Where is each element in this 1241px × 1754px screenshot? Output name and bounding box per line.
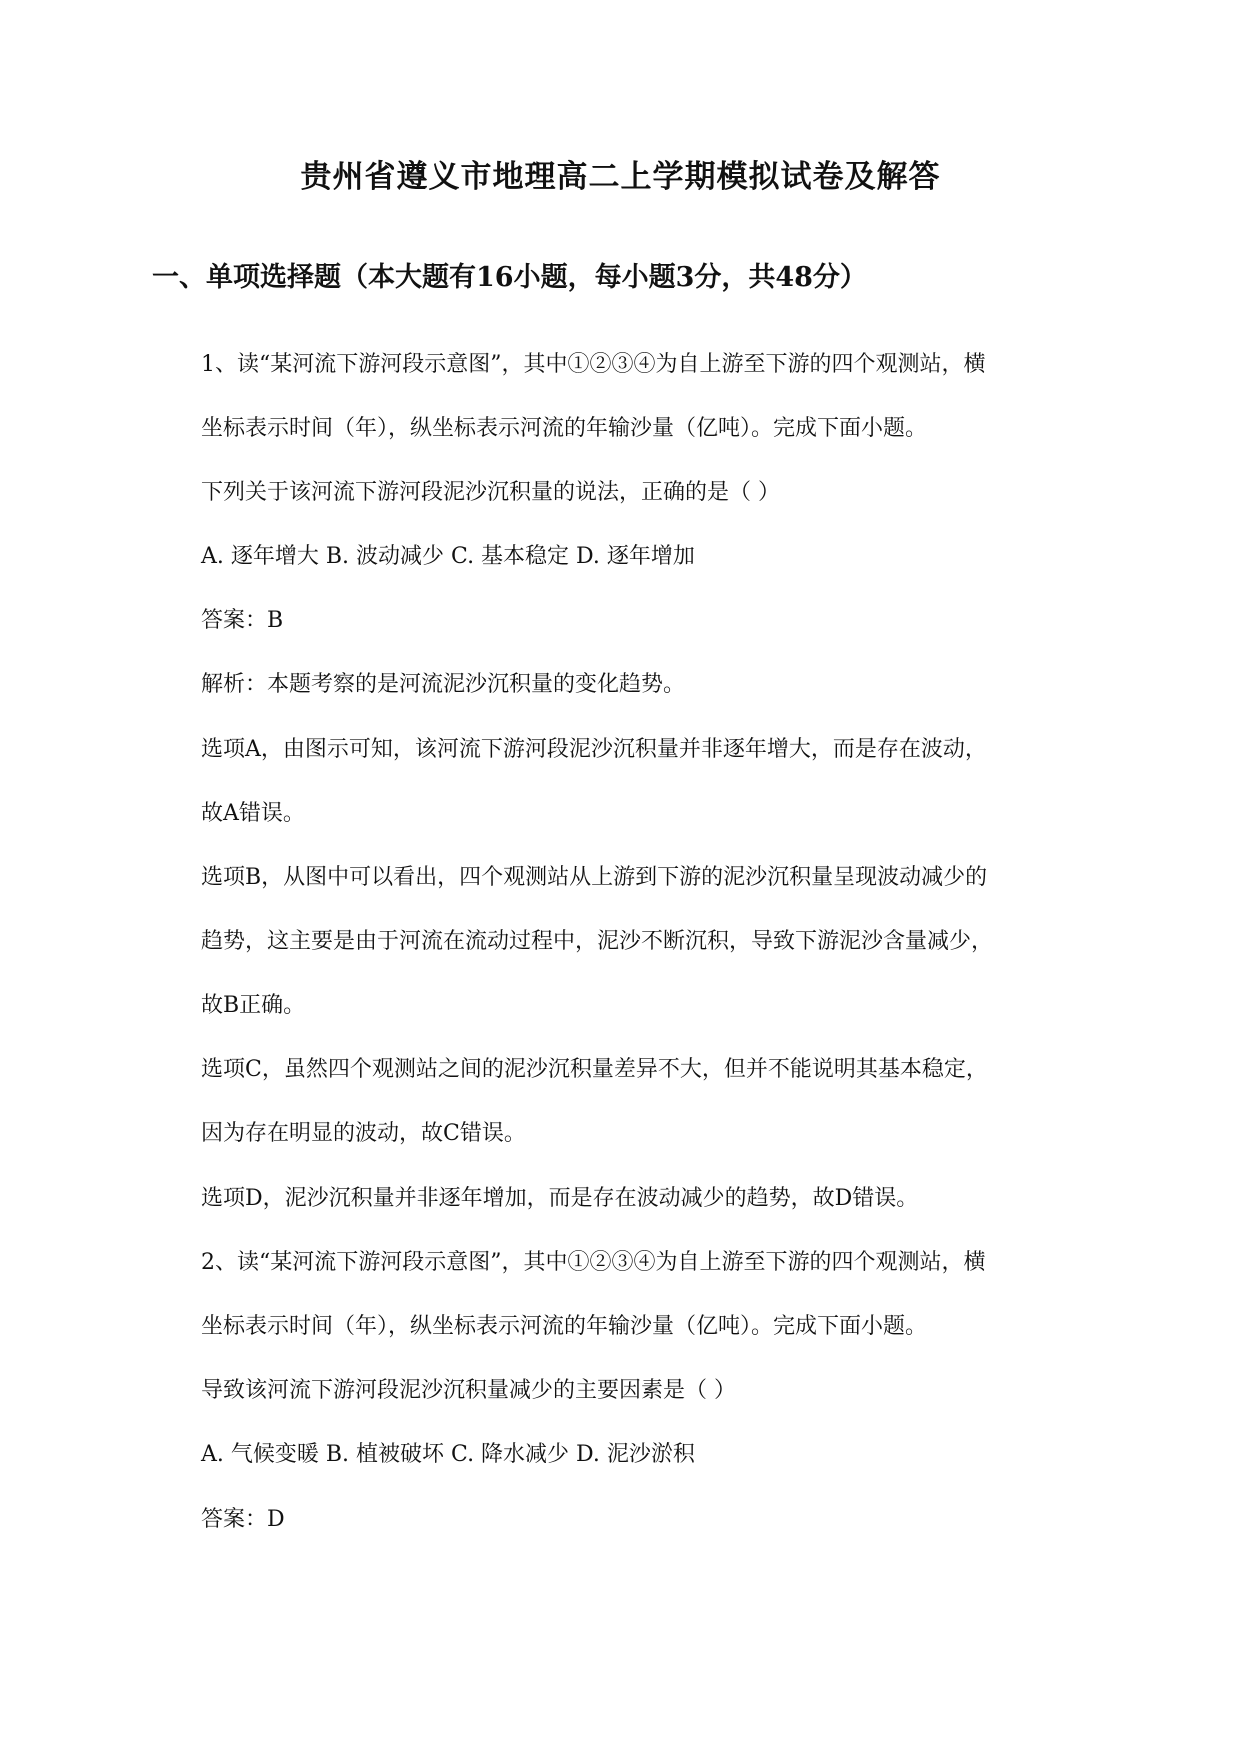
question-1-stem-line-2: 坐标表示时间（年），纵坐标表示河流的年输沙量（亿吨）。完成下面小题。 [201,416,928,441]
question-1-answer: 答案：B [201,608,284,633]
option-a-explanation-line-2: 故A错误。 [201,801,305,826]
option-b-explanation-line-2: 趋势，这主要是由于河流在流动过程中，泥沙不断沉积，导致下游泥沙含量减少， [201,929,994,954]
option-c-explanation-line-2: 因为存在明显的波动，故C错误。 [201,1121,526,1146]
question-2-options: A. 气候变暖 B. 植被破坏 C. 降水减少 D. 泥沙淤积 [201,1442,695,1467]
option-b-explanation-line-3: 故B正确。 [201,993,306,1018]
question-2-prompt: 导致该河流下游河段泥沙沉积量减少的主要因素是（ ） [201,1378,736,1403]
option-a-explanation-line-1: 选项A，由图示可知，该河流下游河段泥沙沉积量并非逐年增大，而是存在波动， [201,737,987,762]
question-2-stem-line-2: 坐标表示时间（年），纵坐标表示河流的年输沙量（亿吨）。完成下面小题。 [201,1314,928,1339]
question-1-analysis: 解析：本题考察的是河流泥沙沉积量的变化趋势。 [201,672,686,697]
option-c-explanation-line-1: 选项C，虽然四个观测站之间的泥沙沉积量差异不大，但并不能说明其基本稳定， [201,1057,988,1082]
question-2-answer: 答案：D [201,1507,285,1532]
question-2-stem-line-1: 2、读“某河流下游河段示意图”，其中①②③④为自上游至下游的四个观测站，横 [201,1250,986,1275]
section-heading: 一、单项选择题（本大题有16小题，每小题3分，共48分） [152,262,867,293]
question-1-options: A. 逐年增大 B. 波动减少 C. 基本稳定 D. 逐年增加 [201,544,695,569]
question-1-stem-line-1: 1、读“某河流下游河段示意图”，其中①②③④为自上游至下游的四个观测站，横 [201,352,986,377]
question-1-prompt: 下列关于该河流下游河段泥沙沉积量的说法，正确的是（ ） [201,480,780,505]
option-b-explanation-line-1: 选项B，从图中可以看出，四个观测站从上游到下游的泥沙沉积量呈现波动减少的 [201,865,988,890]
document-title: 贵州省遵义市地理高二上学期模拟试卷及解答 [300,159,941,195]
option-d-explanation: 选项D，泥沙沉积量并非逐年增加，而是存在波动减少的趋势，故D错误。 [201,1186,919,1211]
